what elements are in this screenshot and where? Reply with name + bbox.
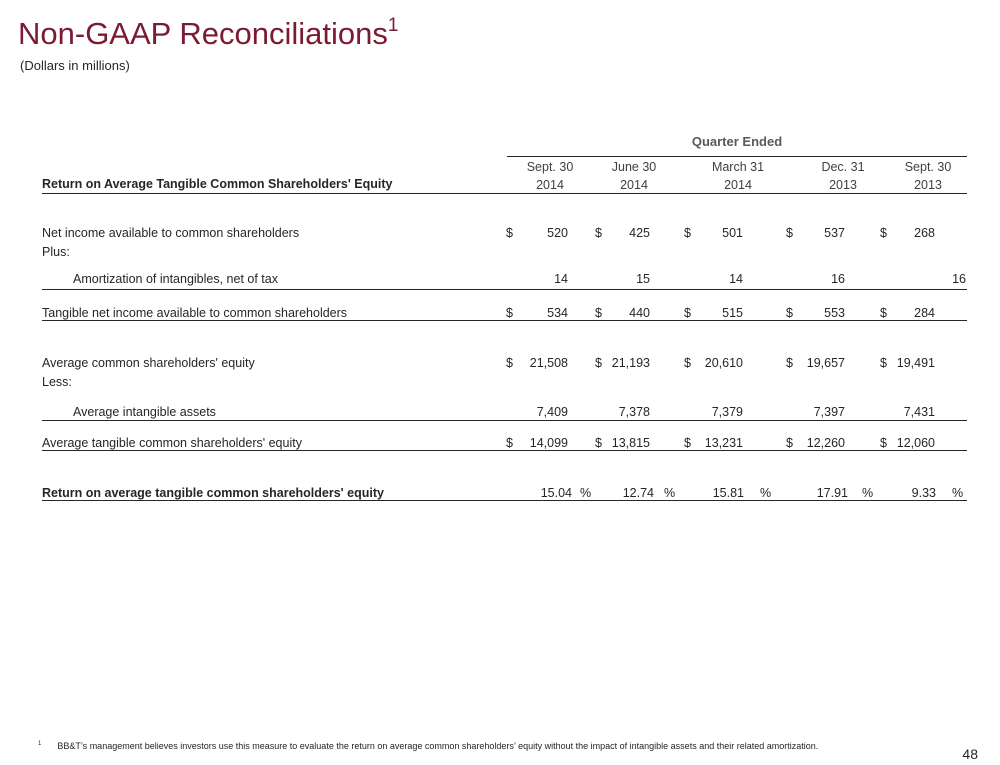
row-label: Net income available to common shareholders xyxy=(42,226,300,240)
group-header-rule xyxy=(507,156,967,157)
column-header-2: June 30 2014 xyxy=(611,160,657,192)
currency-symbol: $ xyxy=(595,436,602,450)
currency-symbol: $ xyxy=(880,226,887,240)
table-row-plus xyxy=(0,243,1000,261)
cell-value: 268 xyxy=(914,226,935,240)
table-row-avg-intangibles xyxy=(0,403,1000,421)
cell-value: 16 xyxy=(952,272,966,286)
currency-symbol: $ xyxy=(595,306,602,320)
row-label: Average common shareholders' equity xyxy=(42,356,255,370)
cell-value: 16 xyxy=(831,272,845,286)
group-header: Quarter Ended xyxy=(691,134,783,149)
total-rule xyxy=(42,450,967,451)
footnote-marker: 1 xyxy=(38,741,42,747)
cell-value: 7,378 xyxy=(618,405,650,419)
cell-value: 553 xyxy=(824,306,845,320)
cell-value: 14 xyxy=(729,272,743,286)
row-label: Amortization of intangibles, net of tax xyxy=(73,272,278,286)
cell-value: 12,260 xyxy=(806,436,845,450)
cell-value: 21,508 xyxy=(529,356,568,370)
footnote-text: BB&T’s management believes investors use this measure to evaluate the return on average common shareholders’ equity without the impact of intangible assets and their related amortization. xyxy=(57,741,819,751)
cell-value: 7,397 xyxy=(813,405,845,419)
table-row-avg-equity xyxy=(0,354,1000,372)
cell-value: 13,231 xyxy=(704,436,743,450)
final-rule xyxy=(42,500,967,501)
currency-symbol: $ xyxy=(506,226,513,240)
currency-symbol: $ xyxy=(506,306,513,320)
percent-sign: % xyxy=(862,486,874,500)
cell-value: 17.91 xyxy=(816,486,848,500)
currency-symbol: $ xyxy=(684,306,691,320)
column-header-3: March 31 2014 xyxy=(711,160,765,192)
currency-symbol: $ xyxy=(684,356,691,370)
column-header-5: Sept. 30 2013 xyxy=(904,160,952,192)
cell-value: 15.81 xyxy=(712,486,744,500)
cell-value: 515 xyxy=(722,306,743,320)
cell-value: 14 xyxy=(554,272,568,286)
currency-symbol: $ xyxy=(506,436,513,450)
cell-value: 14,099 xyxy=(529,436,568,450)
cell-value: 520 xyxy=(547,226,568,240)
percent-sign: % xyxy=(664,486,676,500)
table-row-amortization xyxy=(0,270,1000,288)
page-title: Non-GAAP Reconciliations$^1$ xyxy=(18,15,399,51)
title-footnote-marker: 1 xyxy=(387,15,399,36)
row-label: Average tangible common shareholders' equity xyxy=(42,436,302,450)
header-rule xyxy=(42,193,967,194)
currency-symbol: $ xyxy=(786,226,793,240)
currency-symbol: $ xyxy=(786,306,793,320)
currency-symbol: $ xyxy=(880,436,887,450)
percent-sign: % xyxy=(760,486,772,500)
cell-value: 19,491 xyxy=(896,356,935,370)
currency-symbol: $ xyxy=(595,356,602,370)
cell-value: 501 xyxy=(722,226,743,240)
cell-value: 13,815 xyxy=(611,436,650,450)
column-header-1: Sept. 30 2014 xyxy=(526,160,574,192)
subtotal-rule xyxy=(42,420,967,421)
cell-value: 21,193 xyxy=(611,356,650,370)
cell-value: 7,409 xyxy=(536,405,568,419)
cell-value: 425 xyxy=(629,226,650,240)
cell-value: 7,431 xyxy=(903,405,935,419)
currency-symbol: $ xyxy=(880,306,887,320)
total-rule xyxy=(42,320,967,321)
row-label: Average intangible assets xyxy=(73,405,216,419)
table-row-net-income xyxy=(0,224,1000,242)
page-subtitle: (Dollars in millions) xyxy=(20,58,130,73)
currency-symbol: $ xyxy=(786,436,793,450)
cell-value: 284 xyxy=(914,306,935,320)
currency-symbol: $ xyxy=(684,226,691,240)
currency-symbol: $ xyxy=(506,356,513,370)
cell-value: 7,379 xyxy=(711,405,743,419)
table-row-less xyxy=(0,373,1000,391)
column-header-4: Dec. 31 2013 xyxy=(821,160,865,192)
row-label: Plus: xyxy=(42,245,70,259)
cell-value: 534 xyxy=(547,306,568,320)
cell-value: 537 xyxy=(824,226,845,240)
page-number: 48 xyxy=(962,746,978,762)
cell-value: 12.74 xyxy=(622,486,654,500)
cell-value: 15 xyxy=(636,272,650,286)
row-label: Tangible net income available to common shareholders xyxy=(42,306,348,320)
currency-symbol: $ xyxy=(595,226,602,240)
cell-value: 440 xyxy=(629,306,650,320)
currency-symbol: $ xyxy=(684,436,691,450)
cell-value: 15.04 xyxy=(540,486,572,500)
currency-symbol: $ xyxy=(880,356,887,370)
footnote xyxy=(38,741,818,751)
section-title: Return on Average Tangible Common Shareholders' Equity xyxy=(42,177,393,191)
percent-sign: % xyxy=(580,486,592,500)
cell-value: 9.33 xyxy=(911,486,936,500)
cell-value: 20,610 xyxy=(704,356,743,370)
cell-value: 12,060 xyxy=(896,436,935,450)
row-label: Return on average tangible common shareholders' equity xyxy=(42,486,384,500)
row-label: Less: xyxy=(42,375,72,389)
subtotal-rule xyxy=(42,289,967,290)
currency-symbol: $ xyxy=(786,356,793,370)
percent-sign: % xyxy=(952,486,964,500)
cell-value: 19,657 xyxy=(806,356,845,370)
